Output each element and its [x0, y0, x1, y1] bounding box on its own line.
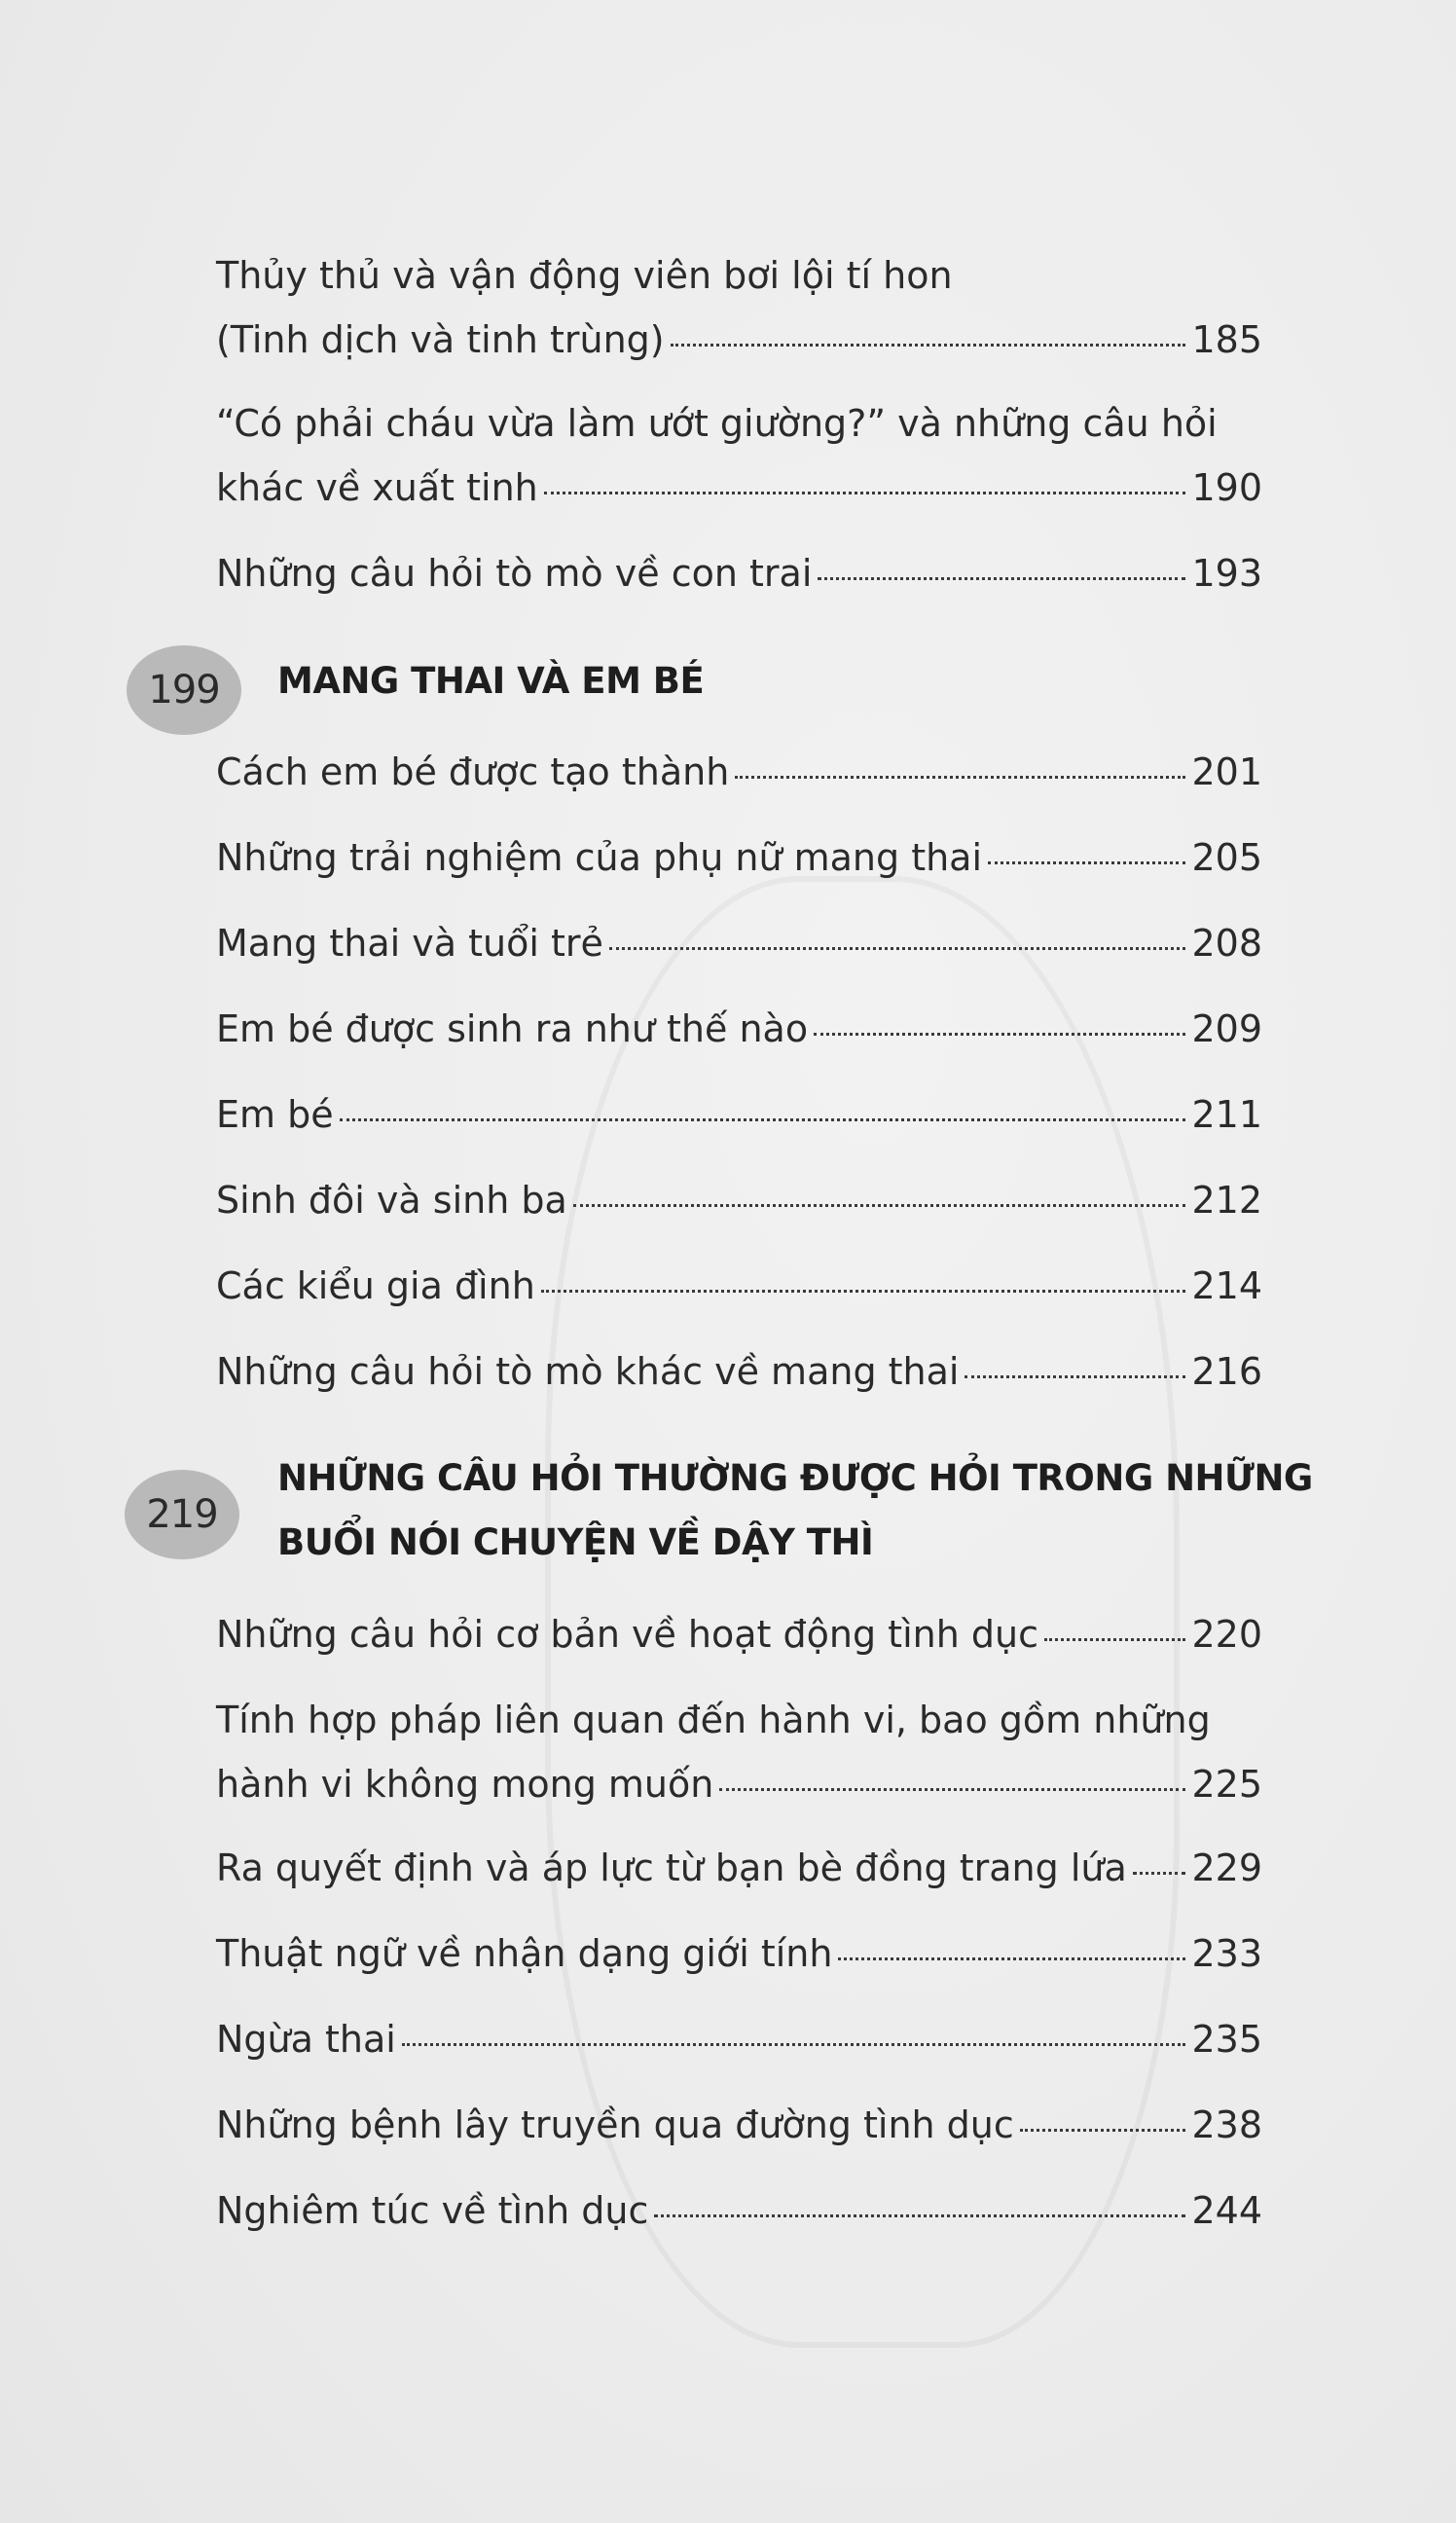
- toc-entry-title: (Tinh dịch và tinh trùng): [216, 318, 665, 361]
- toc-page-number: 244: [1191, 2189, 1262, 2232]
- toc-entry-title: Những câu hỏi tò mò khác về mang thai: [216, 1350, 960, 1393]
- toc-entry: [216, 997, 1262, 1061]
- toc-entry-title: khác về xuất tinh: [216, 466, 538, 509]
- toc-page-number: 225: [1191, 1763, 1262, 1806]
- dot-leader: [654, 2214, 1185, 2217]
- toc-entry-title: Nghiêm túc về tình dục: [216, 2189, 649, 2232]
- toc-page-number: 201: [1191, 750, 1262, 793]
- toc-entry-xuat-tinh: [216, 391, 1262, 520]
- dot-leader: [719, 1788, 1185, 1791]
- toc-page-number: 214: [1191, 1264, 1262, 1307]
- toc-entry-line: “Có phải cháu vừa làm ướt giường?” và những câu hỏi: [216, 402, 1218, 445]
- toc-page-number: 238: [1191, 2103, 1262, 2146]
- toc-entry: [216, 2093, 1262, 2157]
- toc-entry-tinh-dich: [216, 243, 1262, 372]
- toc-entry: [216, 825, 1262, 890]
- toc-entry: [216, 1254, 1262, 1318]
- toc-page-number: 211: [1191, 1093, 1262, 1136]
- toc-page-number: 235: [1191, 2018, 1262, 2061]
- toc-entry-title: hành vi không mong muốn: [216, 1763, 714, 1806]
- dot-leader: [838, 1957, 1185, 1960]
- section-title-line: NHỮNG CÂU HỎI THƯỜNG ĐƯỢC HỎI TRONG NHỮNG: [277, 1457, 1313, 1499]
- toc-entry-title: Các kiểu gia đình: [216, 1264, 535, 1307]
- toc-entry: [216, 1082, 1262, 1147]
- toc-entry: [216, 2178, 1262, 2243]
- toc-entry: [216, 1602, 1262, 1666]
- dot-leader: [671, 344, 1186, 347]
- toc-page-number: 190: [1191, 466, 1262, 509]
- toc-entry-title: Em bé được sinh ra như thế nào: [216, 1007, 809, 1050]
- section-title-line: BUỔI NÓI CHUYỆN VỀ DẬY THÌ: [277, 1521, 874, 1563]
- dot-leader: [402, 2043, 1186, 2046]
- toc-entry-title: Thuật ngữ về nhận dạng giới tính: [216, 1932, 833, 1975]
- toc-page-number: 212: [1191, 1179, 1262, 1222]
- dot-leader: [340, 1118, 1186, 1121]
- toc-page-number: 220: [1191, 1613, 1262, 1656]
- toc-page-number: 208: [1191, 922, 1262, 965]
- section-title: [277, 1446, 1313, 1575]
- dot-leader: [1020, 2129, 1186, 2132]
- toc-page-number: 216: [1191, 1350, 1262, 1393]
- toc-page-number: 229: [1191, 1847, 1262, 1889]
- toc-page-number: 233: [1191, 1932, 1262, 1975]
- dot-leader: [609, 947, 1186, 950]
- toc-entry-title: Mang thai và tuổi trẻ: [216, 922, 603, 965]
- dot-leader: [965, 1375, 1185, 1378]
- toc-page-number: 193: [1191, 552, 1262, 595]
- section-number-badge: 199: [127, 645, 241, 735]
- toc-entry-line: Tính hợp pháp liên quan đến hành vi, bao gồm những: [216, 1699, 1211, 1741]
- toc-entry-con-trai: [216, 541, 1262, 605]
- dot-leader: [814, 1033, 1185, 1036]
- toc-entry: [216, 911, 1262, 975]
- toc-entry: [216, 1836, 1262, 1900]
- toc-entry-title: Em bé: [216, 1093, 334, 1136]
- toc-entry-title: Những câu hỏi tò mò về con trai: [216, 552, 813, 595]
- toc-entry-title: Sinh đôi và sinh ba: [216, 1179, 567, 1222]
- section-title: [277, 649, 704, 713]
- toc-entry-title: Cách em bé được tạo thành: [216, 750, 730, 793]
- toc-entry: [216, 1339, 1262, 1404]
- dot-leader: [988, 861, 1185, 864]
- section-title-line: MANG THAI VÀ EM BÉ: [277, 660, 705, 702]
- dot-leader: [1133, 1872, 1186, 1875]
- toc-entry-title: Những bệnh lây truyền qua đường tình dục: [216, 2103, 1014, 2146]
- toc-page-number: 185: [1191, 318, 1262, 361]
- dot-leader: [541, 1290, 1186, 1293]
- toc-entry: [216, 2007, 1262, 2071]
- dot-leader: [818, 577, 1185, 580]
- toc-entry: [216, 1168, 1262, 1232]
- dot-leader: [573, 1204, 1186, 1207]
- toc-entry-line: Thủy thủ và vận động viên bơi lội tí hon: [216, 254, 953, 297]
- dot-leader: [735, 776, 1185, 779]
- section-number-badge: 219: [125, 1470, 239, 1559]
- toc-entry-title: Những trải nghiệm của phụ nữ mang thai: [216, 836, 983, 879]
- toc-entry-title: Ngừa thai: [216, 2018, 396, 2061]
- toc-entry-title: Những câu hỏi cơ bản về hoạt động tình dục: [216, 1613, 1038, 1656]
- dot-leader: [1044, 1638, 1185, 1641]
- toc-entry-title: Ra quyết định và áp lực từ bạn bè đồng trang lứa: [216, 1847, 1127, 1889]
- toc-entry: [216, 740, 1262, 804]
- toc-entry: [216, 1921, 1262, 1986]
- dot-leader: [544, 492, 1186, 494]
- toc-page-number: 205: [1191, 836, 1262, 879]
- toc-entry: [216, 1688, 1262, 1816]
- toc-page-number: 209: [1191, 1007, 1262, 1050]
